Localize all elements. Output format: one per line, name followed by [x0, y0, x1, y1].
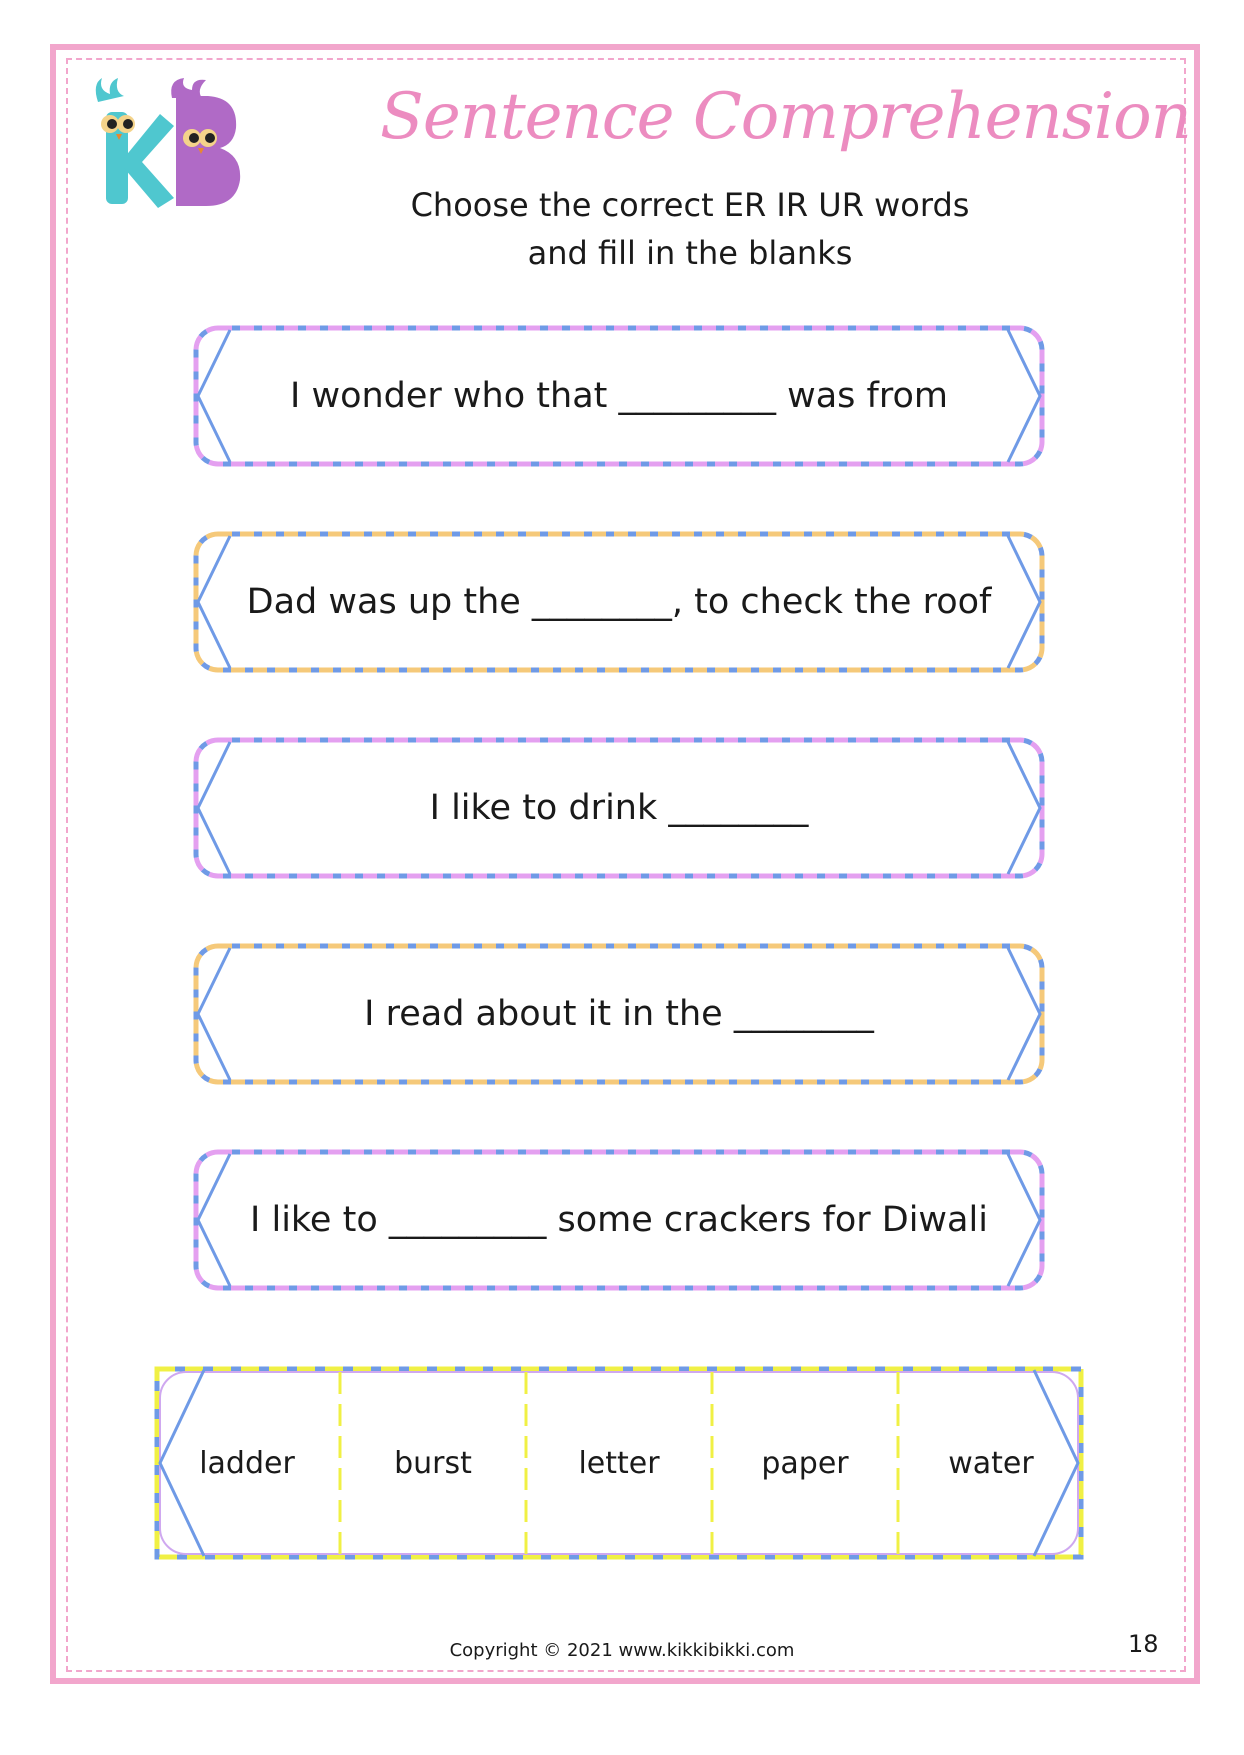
sentence-text-3: I like to drink ________: [429, 788, 809, 828]
instruction-line-2: and fill in the blanks: [527, 234, 853, 272]
word-bank-item: paper: [761, 1445, 849, 1481]
sentence-box-1: [192, 324, 1046, 468]
sentence-text-5: I like to _________ some crackers for Diwali: [250, 1200, 988, 1240]
sentence-text-4: I read about it in the ________: [364, 994, 874, 1034]
sentence-box-2: [192, 530, 1046, 674]
sentence-box-3: [192, 736, 1046, 880]
sentence-box-4: [192, 942, 1046, 1086]
page-title: Sentence Comprehension: [380, 80, 1191, 154]
instruction-line-1: Choose the correct ER IR UR words: [410, 186, 970, 224]
word-bank-item: water: [948, 1445, 1034, 1481]
kb-logo: [88, 76, 244, 212]
sentence-box-5: [192, 1148, 1046, 1292]
word-bank-item: burst: [394, 1445, 472, 1481]
word-bank-item: ladder: [199, 1445, 295, 1481]
word-bank-item: letter: [578, 1445, 660, 1481]
sentence-text-1: I wonder who that _________ was from: [290, 376, 948, 416]
copyright-text: Copyright © 2021 www.kikkibikki.com: [449, 1640, 795, 1661]
word-bank: [154, 1366, 1084, 1560]
sentence-text-2: Dad was up the ________, to check the roof: [246, 582, 992, 622]
page-number: 18: [1128, 1630, 1159, 1658]
